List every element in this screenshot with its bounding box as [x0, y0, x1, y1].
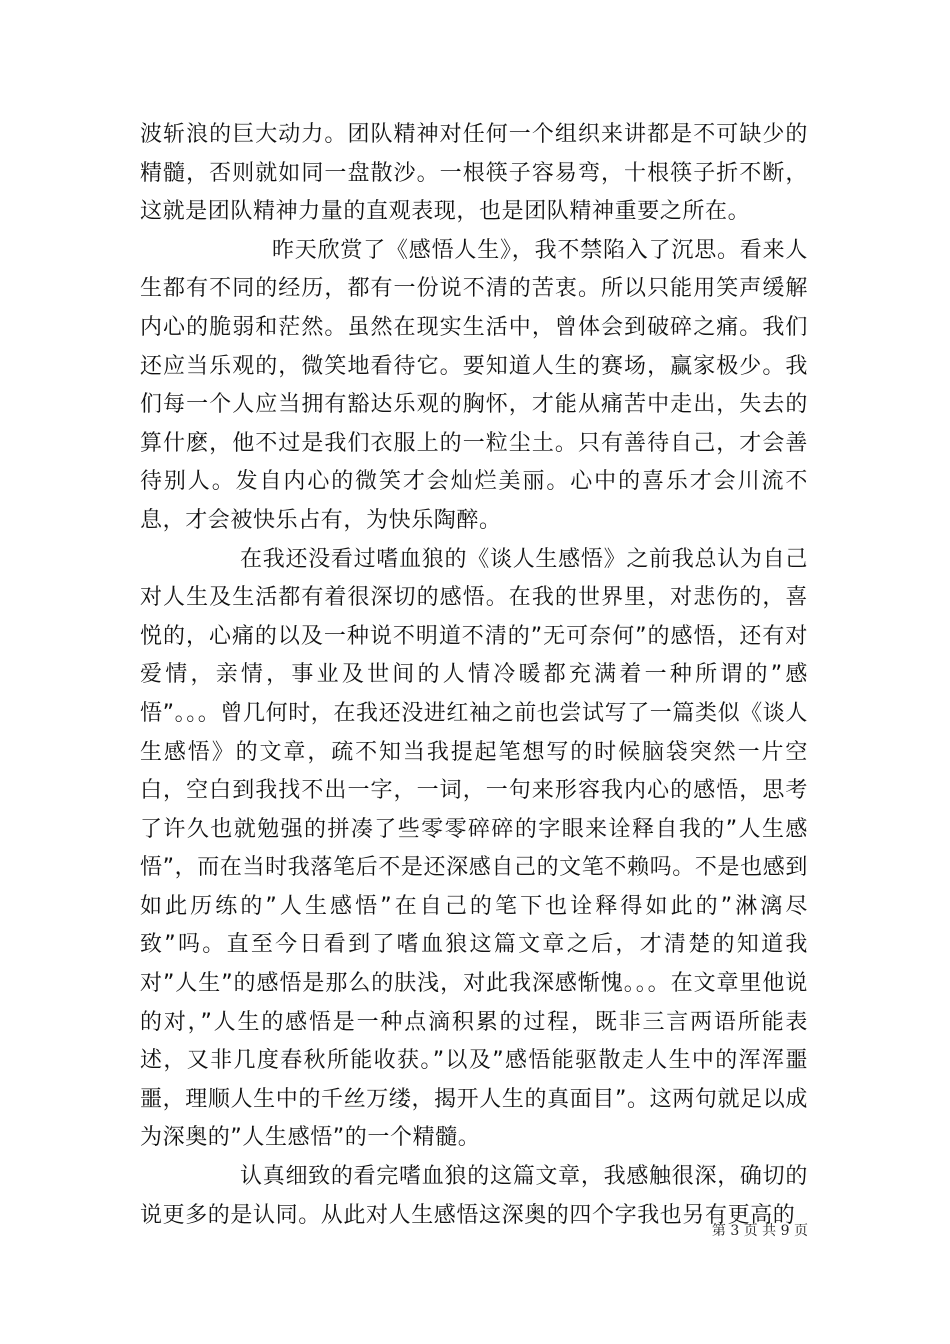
paragraph-life-insight-article: 在我还没看过嗜血狼的《谈人生感悟》之前我总认为自己对人生及生活都有着很深切的感悟。在我的世界里，对悲伤的，喜悦的，心痛的以及一种说不明道不清的”无可奈何”的感悟，还有对爱情，亲情，事业及世间的人情冷暖都充满着一种所谓的”感悟”。。。曾几何时，在我还没进红袖之前也尝试写了一篇类似《谈人生感悟》的文章，疏不知当我提起笔想写的时候脑袋突然一片空白，空白到我找不出一字，一词，一句来形容我内心的感悟，思考了许久也就勉强的拼凑了些零零碎碎的字眼来诠释自我的”人生感悟”，而在当时我落笔后不是还深感自己的文笔不赖吗。不是也感到如此历练的”人生感悟”在自己的笔下也诠释得如此的”淋漓尽致”吗。直至今日看到了嗜血狼这篇文章之后，才清楚的知道我对”人生”的感悟是那么的肤浅，对此我深感惭愧。。。在文章里他说的对，”人生的感悟是一种点滴积累的过程，既非三言两语所能表述，又非几度春秋所能收获。”以及”感悟能驱散走人生中的浑浑噩噩，理顺人生中的千丝万缕，揭开人生的真面目”。这两句就足以成为深奥的”人生感悟”的一个精髓。	[140, 546, 808, 1151]
paragraph-conclusion: 认真细致的看完嗜血狼的这篇文章，我感触很深，确切的说更多的是认同。从此对人生感悟这深奥的四个字我也另有更高的	[140, 1164, 808, 1228]
document-body	[140, 116, 808, 1235]
paragraph-teamwork: 波斩浪的巨大动力。团队精神对任何一个组织来讲都是不可缺少的精髓，否则就如同一盘散沙。一根筷子容易弯，十根筷子折不断，这就是团队精神力量的直观表现，也是团队精神重要之所在。	[140, 122, 808, 225]
page-number-footer: 第 3 页 共 9 页	[711, 1223, 808, 1239]
paragraph-life-reflection: 昨天欣赏了《感悟人生》，我不禁陷入了沉思。看来人生都有不同的经历，都有一份说不清的苦衷。所以只能用笑声缓解内心的脆弱和茫然。虽然在现实生活中，曾体会到破碎之痛。我们还应当乐观的，微笑地看待它。要知道人生的赛场，赢家极少。我们每一个人应当拥有豁达乐观的胸怀，才能从痛苦中走出，失去的算什麽，他不过是我们衣服上的一粒尘土。只有善待自己，才会善待别人。发自内心的微笑才会灿烂美丽。心中的喜乐才会川流不息，才会被快乐占有，为快乐陶醉。	[140, 237, 808, 533]
